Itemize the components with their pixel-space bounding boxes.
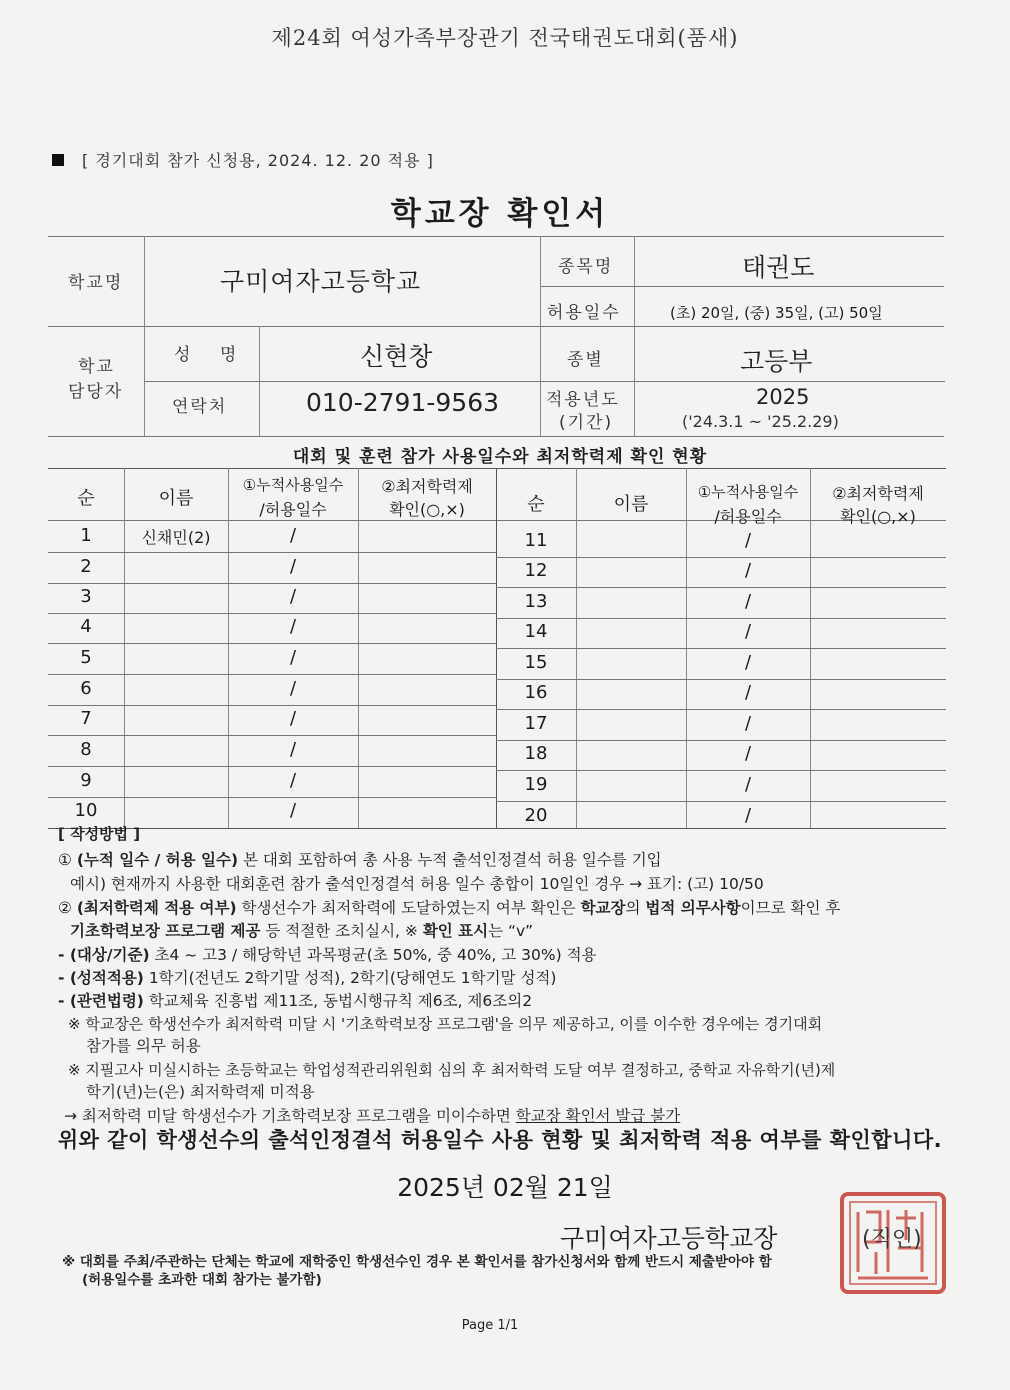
row-academic-check-cell[interactable]: [810, 710, 946, 740]
row-days-slash: /: [744, 621, 752, 642]
row-number: 16: [524, 682, 548, 703]
method-l1-num: ①: [58, 851, 72, 869]
method-l5-bold: - (대상/기준): [58, 946, 150, 964]
row-days-slash: /: [289, 616, 297, 637]
row-days-slash: /: [744, 591, 752, 612]
row-days-slash: /: [289, 739, 297, 760]
row-academic-check-cell[interactable]: [810, 771, 946, 801]
method-line-1: [58, 849, 662, 871]
principal-title: 구미여자고등학교장: [560, 1224, 778, 1253]
method-l4-bold: 기초학력보장 프로그램 제공: [70, 922, 261, 940]
row-academic-check-cell[interactable]: [810, 649, 946, 679]
division-label: 종별: [567, 350, 604, 370]
method-line-4: [70, 920, 533, 942]
method-l3-text2: 의: [625, 899, 646, 917]
row-academic-check-cell[interactable]: [358, 553, 496, 583]
method-l3-text3: 이므로 확인 후: [740, 899, 841, 917]
row-number: 4: [80, 616, 92, 637]
row-days-slash: /: [744, 774, 752, 795]
row-number: 3: [80, 586, 92, 607]
row-academic-check-cell[interactable]: [810, 618, 946, 648]
method-l1-bold: (누적 일수 / 허용 일수): [76, 851, 239, 869]
row-academic-check-cell[interactable]: [358, 644, 496, 674]
right-days-header-2: /허용일수: [714, 507, 782, 526]
row-days-slash: /: [744, 743, 752, 764]
event-label: 종목명: [558, 257, 614, 277]
method-line-2: 예시) 현재까지 사용한 대회훈련 참가 출석인정결석 허용 일수 총합이 10일인 경우 → 표기: (고) 10/50: [70, 875, 764, 893]
method-l5-text: 초4 ~ 고3 / 해당학년 과목평균(초 50%, 중 40%, 고 30%) 적용: [149, 946, 597, 964]
method-line-7: [58, 990, 532, 1012]
method-l12-underline: 학교장 확인서 발급 불가: [515, 1107, 681, 1125]
method-l3-bold: (최저학력제 적용 여부): [76, 899, 237, 917]
year-label-line2: (기간): [559, 413, 614, 433]
right-days-header-1: ①누적사용일수: [697, 483, 799, 501]
method-l6-text: 1학기(전년도 2학기말 성적), 2학기(당해연도 1학기말 성적): [143, 969, 557, 987]
method-l3-text: 학생선수가 최저학력에 도달하였는지 여부 확인은: [236, 899, 581, 917]
footnote: [62, 1253, 772, 1289]
row-number: 15: [524, 652, 548, 673]
row-days-slash: /: [289, 708, 297, 729]
row-days-slash: /: [744, 560, 752, 581]
method-line-6: [58, 967, 556, 989]
right-academic-header-1: ②최저학력제: [832, 484, 924, 503]
year-value: 2025: [756, 385, 810, 409]
row-number: 14: [524, 621, 548, 642]
method-l12-text: → 최저학력 미달 학생선수가 기초학력보장 프로그램을 미이수하면: [64, 1107, 516, 1125]
right-academic-header-2: 확인(○,×): [840, 507, 916, 526]
school-name-label: 학교명: [68, 273, 124, 293]
seal-label: (직인): [862, 1227, 922, 1252]
method-l3-bold3: 법적 의무사항: [645, 899, 741, 917]
left-academic-header-1: ②최저학력제: [381, 477, 473, 496]
method-line-8: ※ 학교장은 학생선수가 최저학력 미달 시 '기초학력보장 프로그램'을 의무 제공하고, 이를 이수한 경우에는 경기대회: [68, 1015, 823, 1033]
name-value: 신현창: [360, 342, 433, 371]
row-number: 5: [80, 647, 92, 668]
row-academic-check-cell[interactable]: [810, 740, 946, 770]
row-days-slash: /: [289, 800, 297, 821]
row-number: 19: [524, 774, 548, 795]
row-days-slash: /: [289, 525, 297, 546]
row-number: 12: [524, 560, 548, 581]
row-days-slash: /: [744, 682, 752, 703]
allowed-days-value: (초) 20일, (중) 35일, (고) 50일: [670, 304, 883, 322]
phone-label: 연락처: [172, 397, 228, 417]
issue-date: 2025년 02월 21일: [397, 1173, 613, 1202]
row-academic-check-cell[interactable]: [358, 767, 496, 797]
confirmation-statement: 위와 같이 학생선수의 출석인정결석 허용일수 사용 현황 및 최저학력 적용 여부를 확인합니다.: [57, 1128, 943, 1152]
row-number: 8: [80, 739, 92, 760]
row-academic-check-cell[interactable]: [810, 588, 946, 618]
left-academic-header-2: 확인(○,×): [389, 500, 465, 519]
table-title: 대회 및 훈련 참가 사용일수와 최저학력제 확인 현황: [292, 447, 708, 467]
row-number: 7: [80, 708, 92, 729]
right-name-header: 이름: [613, 494, 649, 515]
school-name-value: 구미여자고등학교: [220, 267, 422, 296]
square-bullet-icon: [52, 154, 64, 166]
left-seq-header: 순: [77, 488, 95, 509]
competition-title: 제24회 여성가족부장관기 전국태권도대회(품새): [271, 26, 739, 50]
row-number: 10: [74, 800, 98, 821]
row-days-slash: /: [289, 678, 297, 699]
row-name: 신채민(2): [141, 528, 211, 547]
method-l7-text: 학교체육 진흥법 제11조, 동법시행규칙 제6조, 제6조의2: [143, 992, 533, 1010]
phone-value: 010-2791-9563: [306, 388, 500, 417]
name-label: 성 명: [174, 345, 249, 365]
row-days-slash: /: [289, 586, 297, 607]
row-days-slash: /: [289, 770, 297, 791]
row-days-slash: /: [744, 713, 752, 734]
row-academic-check-cell[interactable]: [810, 557, 946, 587]
row-academic-check-cell[interactable]: [810, 802, 946, 832]
method-line-5: [58, 944, 597, 966]
row-days-slash: /: [289, 647, 297, 668]
row-days-slash: /: [744, 530, 752, 551]
row-academic-check-cell[interactable]: [358, 797, 496, 827]
row-number: 11: [524, 530, 548, 551]
row-number: 2: [80, 556, 92, 577]
method-line-10: ※ 지필고사 미실시하는 초등학교는 학업성적관리위원회 심의 후 최저학력 도달 여부 결정하고, 중학교 자유학기(년)제: [68, 1061, 836, 1079]
method-line-11: 학기(년)는(은) 최저학력제 미적용: [86, 1083, 315, 1101]
row-academic-check-cell[interactable]: [358, 583, 496, 613]
row-number: 18: [524, 743, 548, 764]
row-number: 9: [80, 770, 92, 791]
form-note: [52, 148, 434, 171]
row-academic-check-cell[interactable]: [358, 675, 496, 705]
method-line-9: 참가를 의무 허용: [86, 1037, 201, 1055]
period-value: ('24.3.1 ~ '25.2.29): [682, 412, 839, 431]
document-title: 학교장 확인서: [390, 196, 610, 232]
contact-label-line1: 학교: [78, 357, 115, 377]
row-days-slash: /: [744, 805, 752, 826]
method-l3-bold2: 학교장: [580, 899, 626, 917]
row-number: 13: [524, 591, 548, 612]
form-note-text: [ 경기대회 참가 신청용, 2024. 12. 20 적용 ]: [82, 151, 434, 170]
method-l1-text: 본 대회 포함하여 총 사용 누적 출석인정결석 허용 일수를 기입: [238, 851, 662, 869]
method-l4-text: 등 적절한 조치실시, ※: [260, 922, 423, 940]
method-l4-bold2: 확인 표시: [422, 922, 489, 940]
method-l7-bold: - (관련법령): [58, 992, 144, 1010]
footnote-line-2: (허용일수를 초과한 대회 참가는 불가함): [82, 1272, 322, 1288]
method-l4-text2: 는 “v”: [488, 922, 533, 940]
event-value: 태권도: [742, 253, 815, 282]
row-academic-check-cell[interactable]: [358, 736, 496, 766]
row-academic-check-cell[interactable]: [810, 679, 946, 709]
left-days-header-2: /허용일수: [259, 500, 327, 519]
method-l3-num: ②: [58, 899, 72, 917]
row-number: 20: [524, 805, 548, 826]
division-value: 고등부: [740, 347, 813, 376]
left-name-header: 이름: [158, 488, 194, 509]
method-line-3: [58, 897, 840, 919]
contact-label-line2: 담당자: [68, 382, 124, 402]
year-label-line1: 적용년도: [546, 390, 620, 410]
row-days-slash: /: [744, 652, 752, 673]
method-heading: [ 작성방법 ]: [58, 825, 141, 843]
row-days-slash: /: [289, 556, 297, 577]
row-academic-check-cell[interactable]: [810, 527, 946, 557]
row-academic-check-cell[interactable]: [358, 613, 496, 643]
row-number: 1: [80, 525, 92, 546]
right-seq-header: 순: [527, 494, 545, 515]
allowed-days-label: 허용일수: [547, 303, 621, 323]
method-l6-bold: - (성적적용): [58, 969, 144, 987]
row-number: 6: [80, 678, 92, 699]
row-academic-check-cell[interactable]: [358, 705, 496, 735]
left-days-header-1: ①누적사용일수: [242, 476, 344, 494]
page-number: Page 1/1: [461, 1318, 519, 1333]
footnote-line-1: ※ 대회를 주최/주관하는 단체는 학교에 재학중인 학생선수인 경우 본 확인서를 참가신청서와 함께 반드시 제출받아야 함: [62, 1254, 772, 1270]
row-academic-check-cell[interactable]: [358, 522, 496, 552]
row-number: 17: [524, 713, 548, 734]
